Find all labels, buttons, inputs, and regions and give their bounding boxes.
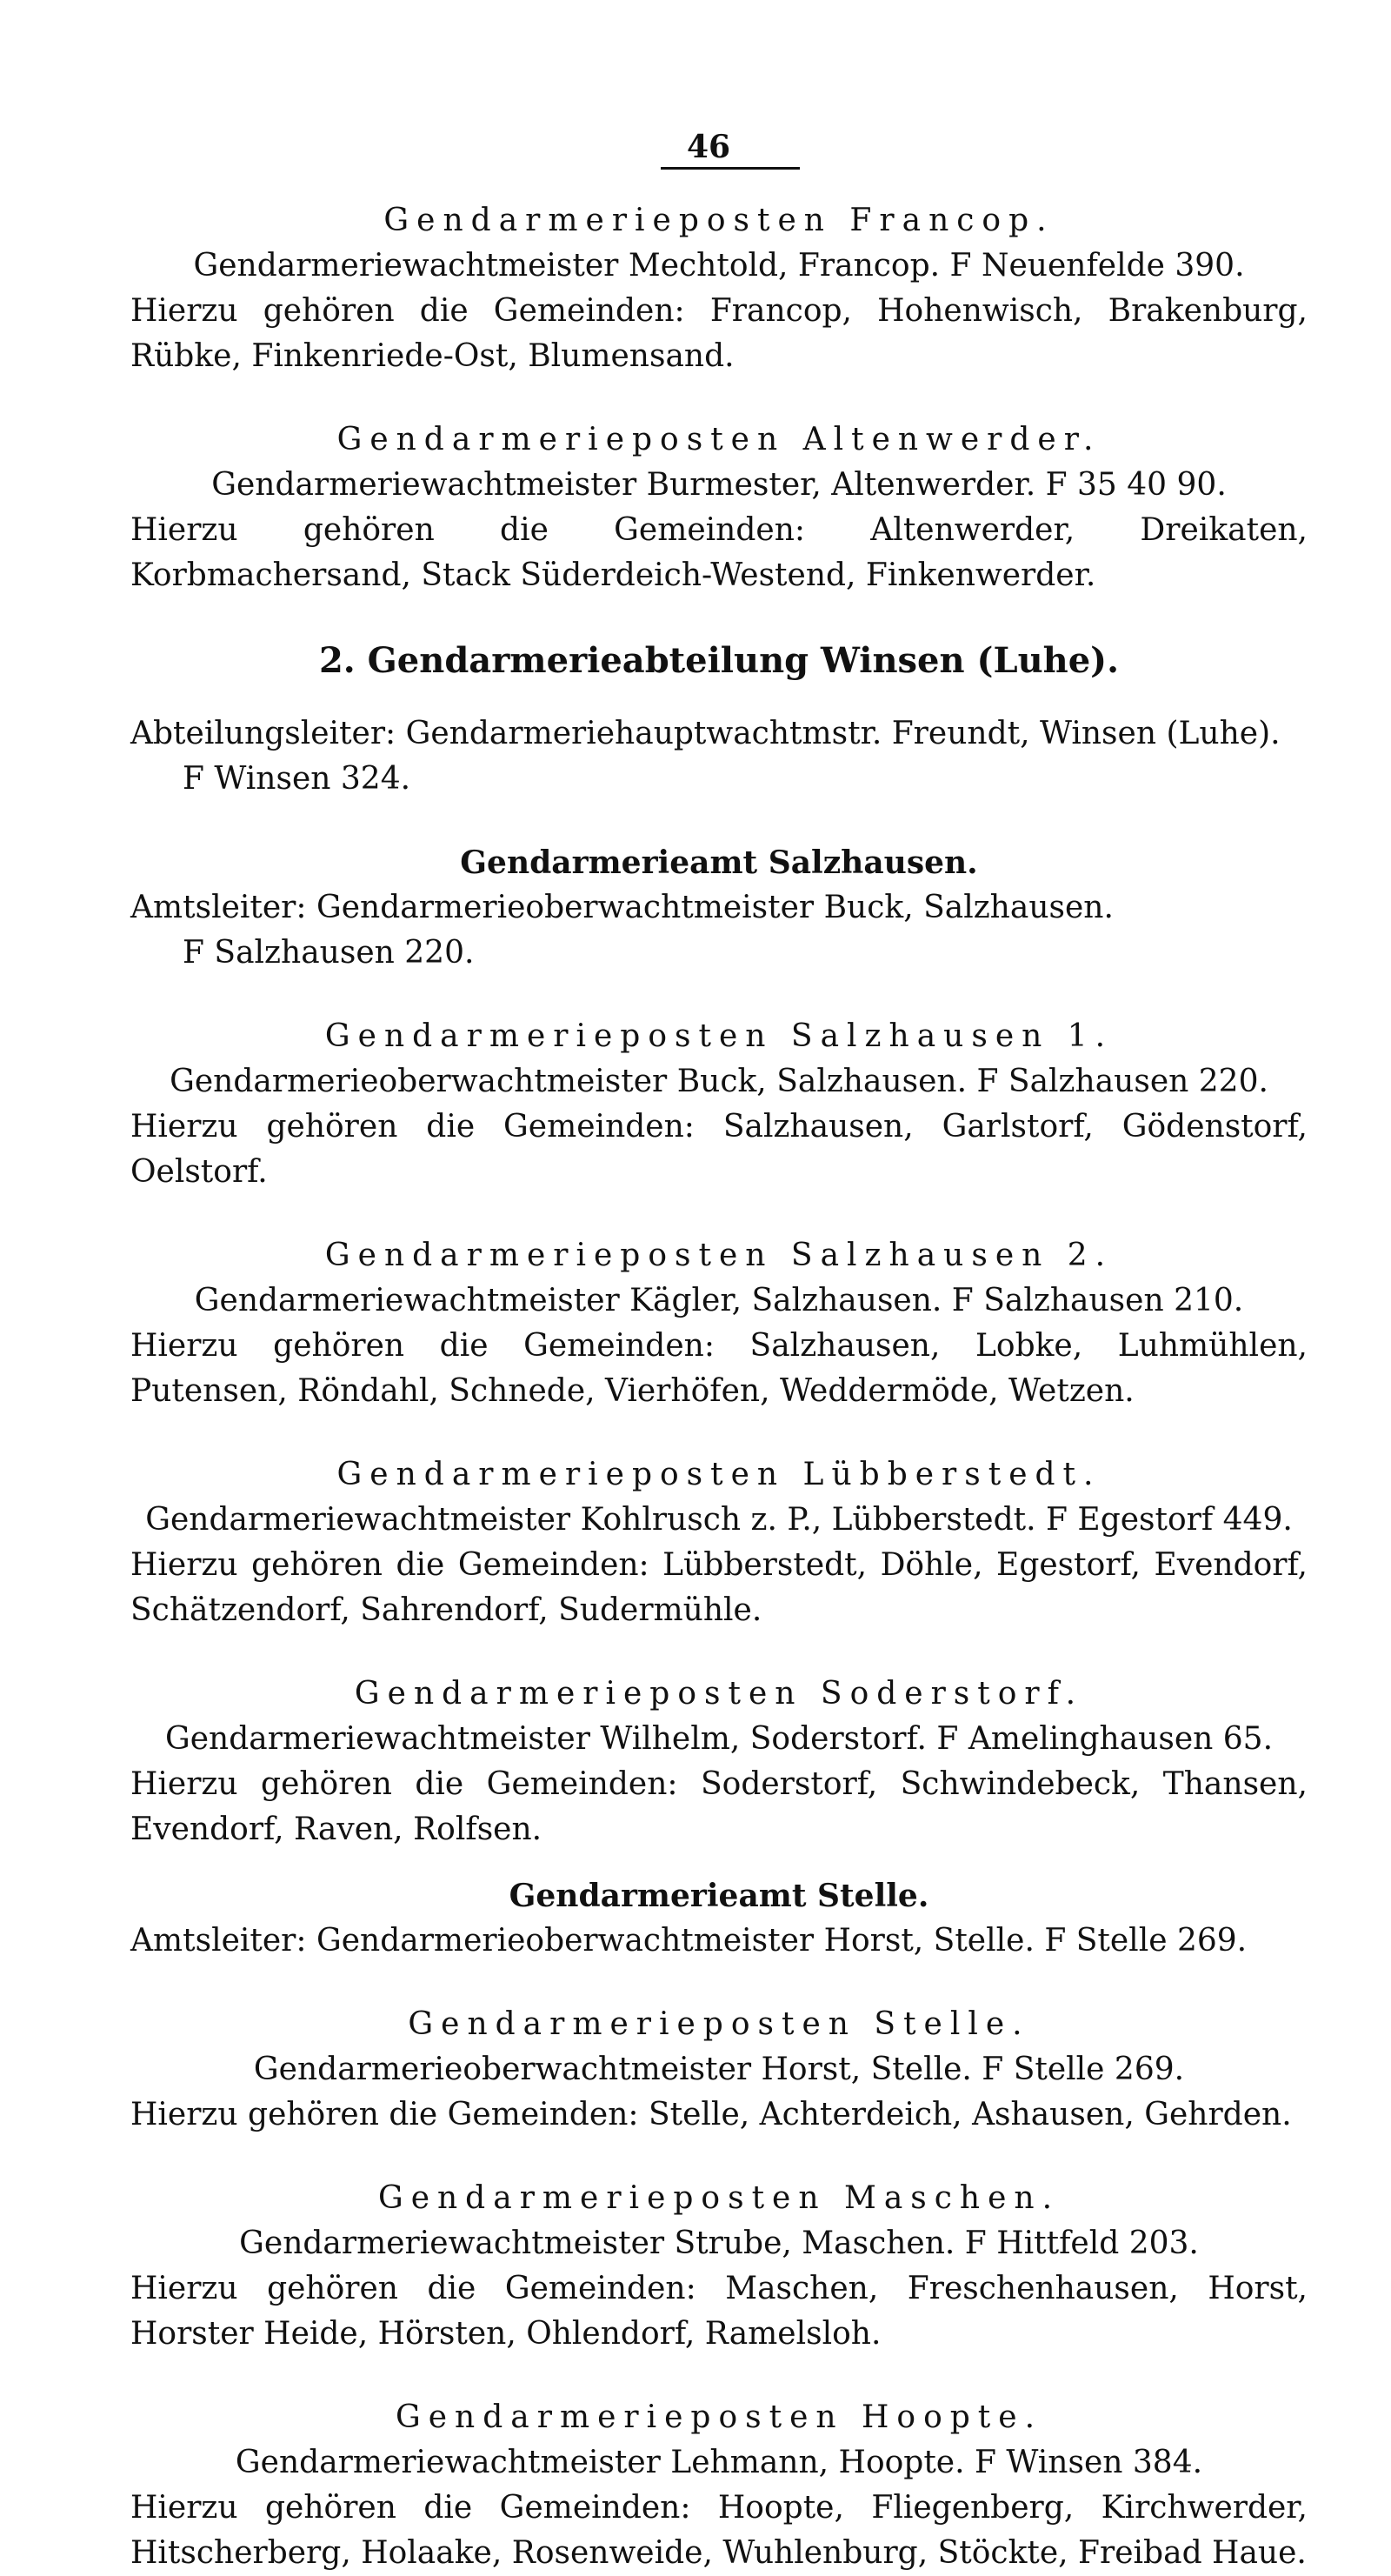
division-leader: Abteilungsleiter: Gendarmeriehauptwachtmstr. Freundt, Winsen (Luhe). <box>130 716 1281 751</box>
post-officer: Gendarmerieoberwachtmeister Horst, Stelle. F Stelle 269. <box>253 2052 1185 2087</box>
office-entry <box>130 840 1308 976</box>
post-members: Hierzu gehören die Gemeinden: Soderstorf, Schwindebeck, Thansen, Evendorf, Raven, Rolfsen. <box>130 1766 1308 1847</box>
page-number: 46 <box>687 129 731 165</box>
office-leader: Amtsleiter: Gendarmerieoberwachtmeister Buck, Salzhausen. <box>130 890 1114 925</box>
post-officer: Gendarmeriewachtmeister Strube, Maschen. F Hittfeld 203. <box>239 2226 1199 2261</box>
post-entry <box>130 1233 1308 1414</box>
division-entry <box>130 637 1308 802</box>
division-title: 2. Gendarmerieabteilung Winsen (Luhe). <box>318 640 1120 681</box>
page-number-block <box>661 129 800 170</box>
office-entry <box>130 1873 1308 1964</box>
post-entry <box>130 1014 1308 1195</box>
post-members: Hierzu gehören die Gemeinden: Salzhausen, Garlstorf, Gödenstorf, Oelstorf. <box>130 1109 1308 1190</box>
post-members: Hierzu gehören die Gemeinden: Hoopte, Fliegenberg, Kirchwerder, Hitscherberg, Holaake, Rosenweide, Wuhlenburg, Stöckte, Freibad Haue. <box>130 2490 1308 2571</box>
post-title: Gendarmerieposten Francop. <box>383 203 1055 238</box>
post-officer: Gendarmeriewachtmeister Burmester, Altenwerder. F 35 40 90. <box>211 467 1227 503</box>
post-title: Gendarmerieposten Hoopte. <box>395 2399 1043 2435</box>
office-phone: F Salzhausen 220. <box>183 935 475 971</box>
office-title: Gendarmerieamt Stelle. <box>509 1878 929 1914</box>
office-leader: Amtsleiter: Gendarmerieoberwachtmeister Horst, Stelle. F Stelle 269. <box>130 1923 1248 1959</box>
post-entry <box>130 2176 1308 2357</box>
post-entry <box>130 1672 1308 1852</box>
post-title: Gendarmerieposten Salzhausen 2. <box>324 1238 1114 1273</box>
post-officer: Gendarmeriewachtmeister Mechtold, Francop. F Neuenfelde 390. <box>193 248 1245 284</box>
post-title: Gendarmerieposten Salzhausen 1. <box>324 1018 1114 1054</box>
post-title: Gendarmerieposten Soderstorf. <box>354 1676 1084 1712</box>
division-phone: F Winsen 324. <box>183 761 411 797</box>
post-entry <box>130 417 1308 598</box>
page-number-rule <box>661 167 800 170</box>
post-entry <box>130 1452 1308 1633</box>
post-title: Gendarmerieposten Stelle. <box>408 2006 1030 2042</box>
post-entry <box>130 2002 1308 2138</box>
post-officer: Gendarmerieoberwachtmeister Buck, Salzhausen. F Salzhausen 220. <box>170 1064 1268 1099</box>
post-officer: Gendarmeriewachtmeister Lehmann, Hoopte. F Winsen 384. <box>235 2445 1203 2480</box>
post-officer: Gendarmeriewachtmeister Kägler, Salzhausen. F Salzhausen 210. <box>194 1283 1244 1318</box>
post-members: Hierzu gehören die Gemeinden: Stelle, Achterdeich, Ashausen, Gehrden. <box>130 2097 1292 2132</box>
post-entry <box>130 198 1308 379</box>
post-members: Hierzu gehören die Gemeinden: Altenwerder, Dreikaten, Korbmachersand, Stack Süderdeich-Westend, Finkenwerder. <box>130 512 1308 593</box>
page-content <box>130 198 1308 2576</box>
post-title: Gendarmerieposten Lübberstedt. <box>336 1457 1101 1492</box>
post-members: Hierzu gehören die Gemeinden: Lübberstedt, Döhle, Egestorf, Evendorf, Schätzendorf, Sahrendorf, Sudermühle. <box>130 1547 1308 1628</box>
post-members: Hierzu gehören die Gemeinden: Salzhausen, Lobke, Luhmühlen, Putensen, Röndahl, Schnede, Vierhöfen, Weddermöde, Wetzen. <box>130 1328 1308 1409</box>
post-title: Gendarmerieposten Altenwerder. <box>336 422 1101 457</box>
post-officer: Gendarmeriewachtmeister Kohlrusch z. P., Lübberstedt. F Egestorf 449. <box>145 1502 1293 1538</box>
post-members: Hierzu gehören die Gemeinden: Francop, Hohenwisch, Brakenburg, Rübke, Finkenriede-Ost, Blumensand. <box>130 293 1308 374</box>
post-officer: Gendarmeriewachtmeister Wilhelm, Soderstorf. F Amelinghausen 65. <box>164 1721 1274 1757</box>
office-title: Gendarmerieamt Salzhausen. <box>460 844 978 881</box>
post-members: Hierzu gehören die Gemeinden: Maschen, Freschenhausen, Horst, Horster Heide, Hörsten, Ohlendorf, Ramelsloh. <box>130 2271 1308 2352</box>
post-entry <box>130 2395 1308 2576</box>
post-title: Gendarmerieposten Maschen. <box>377 2180 1061 2216</box>
